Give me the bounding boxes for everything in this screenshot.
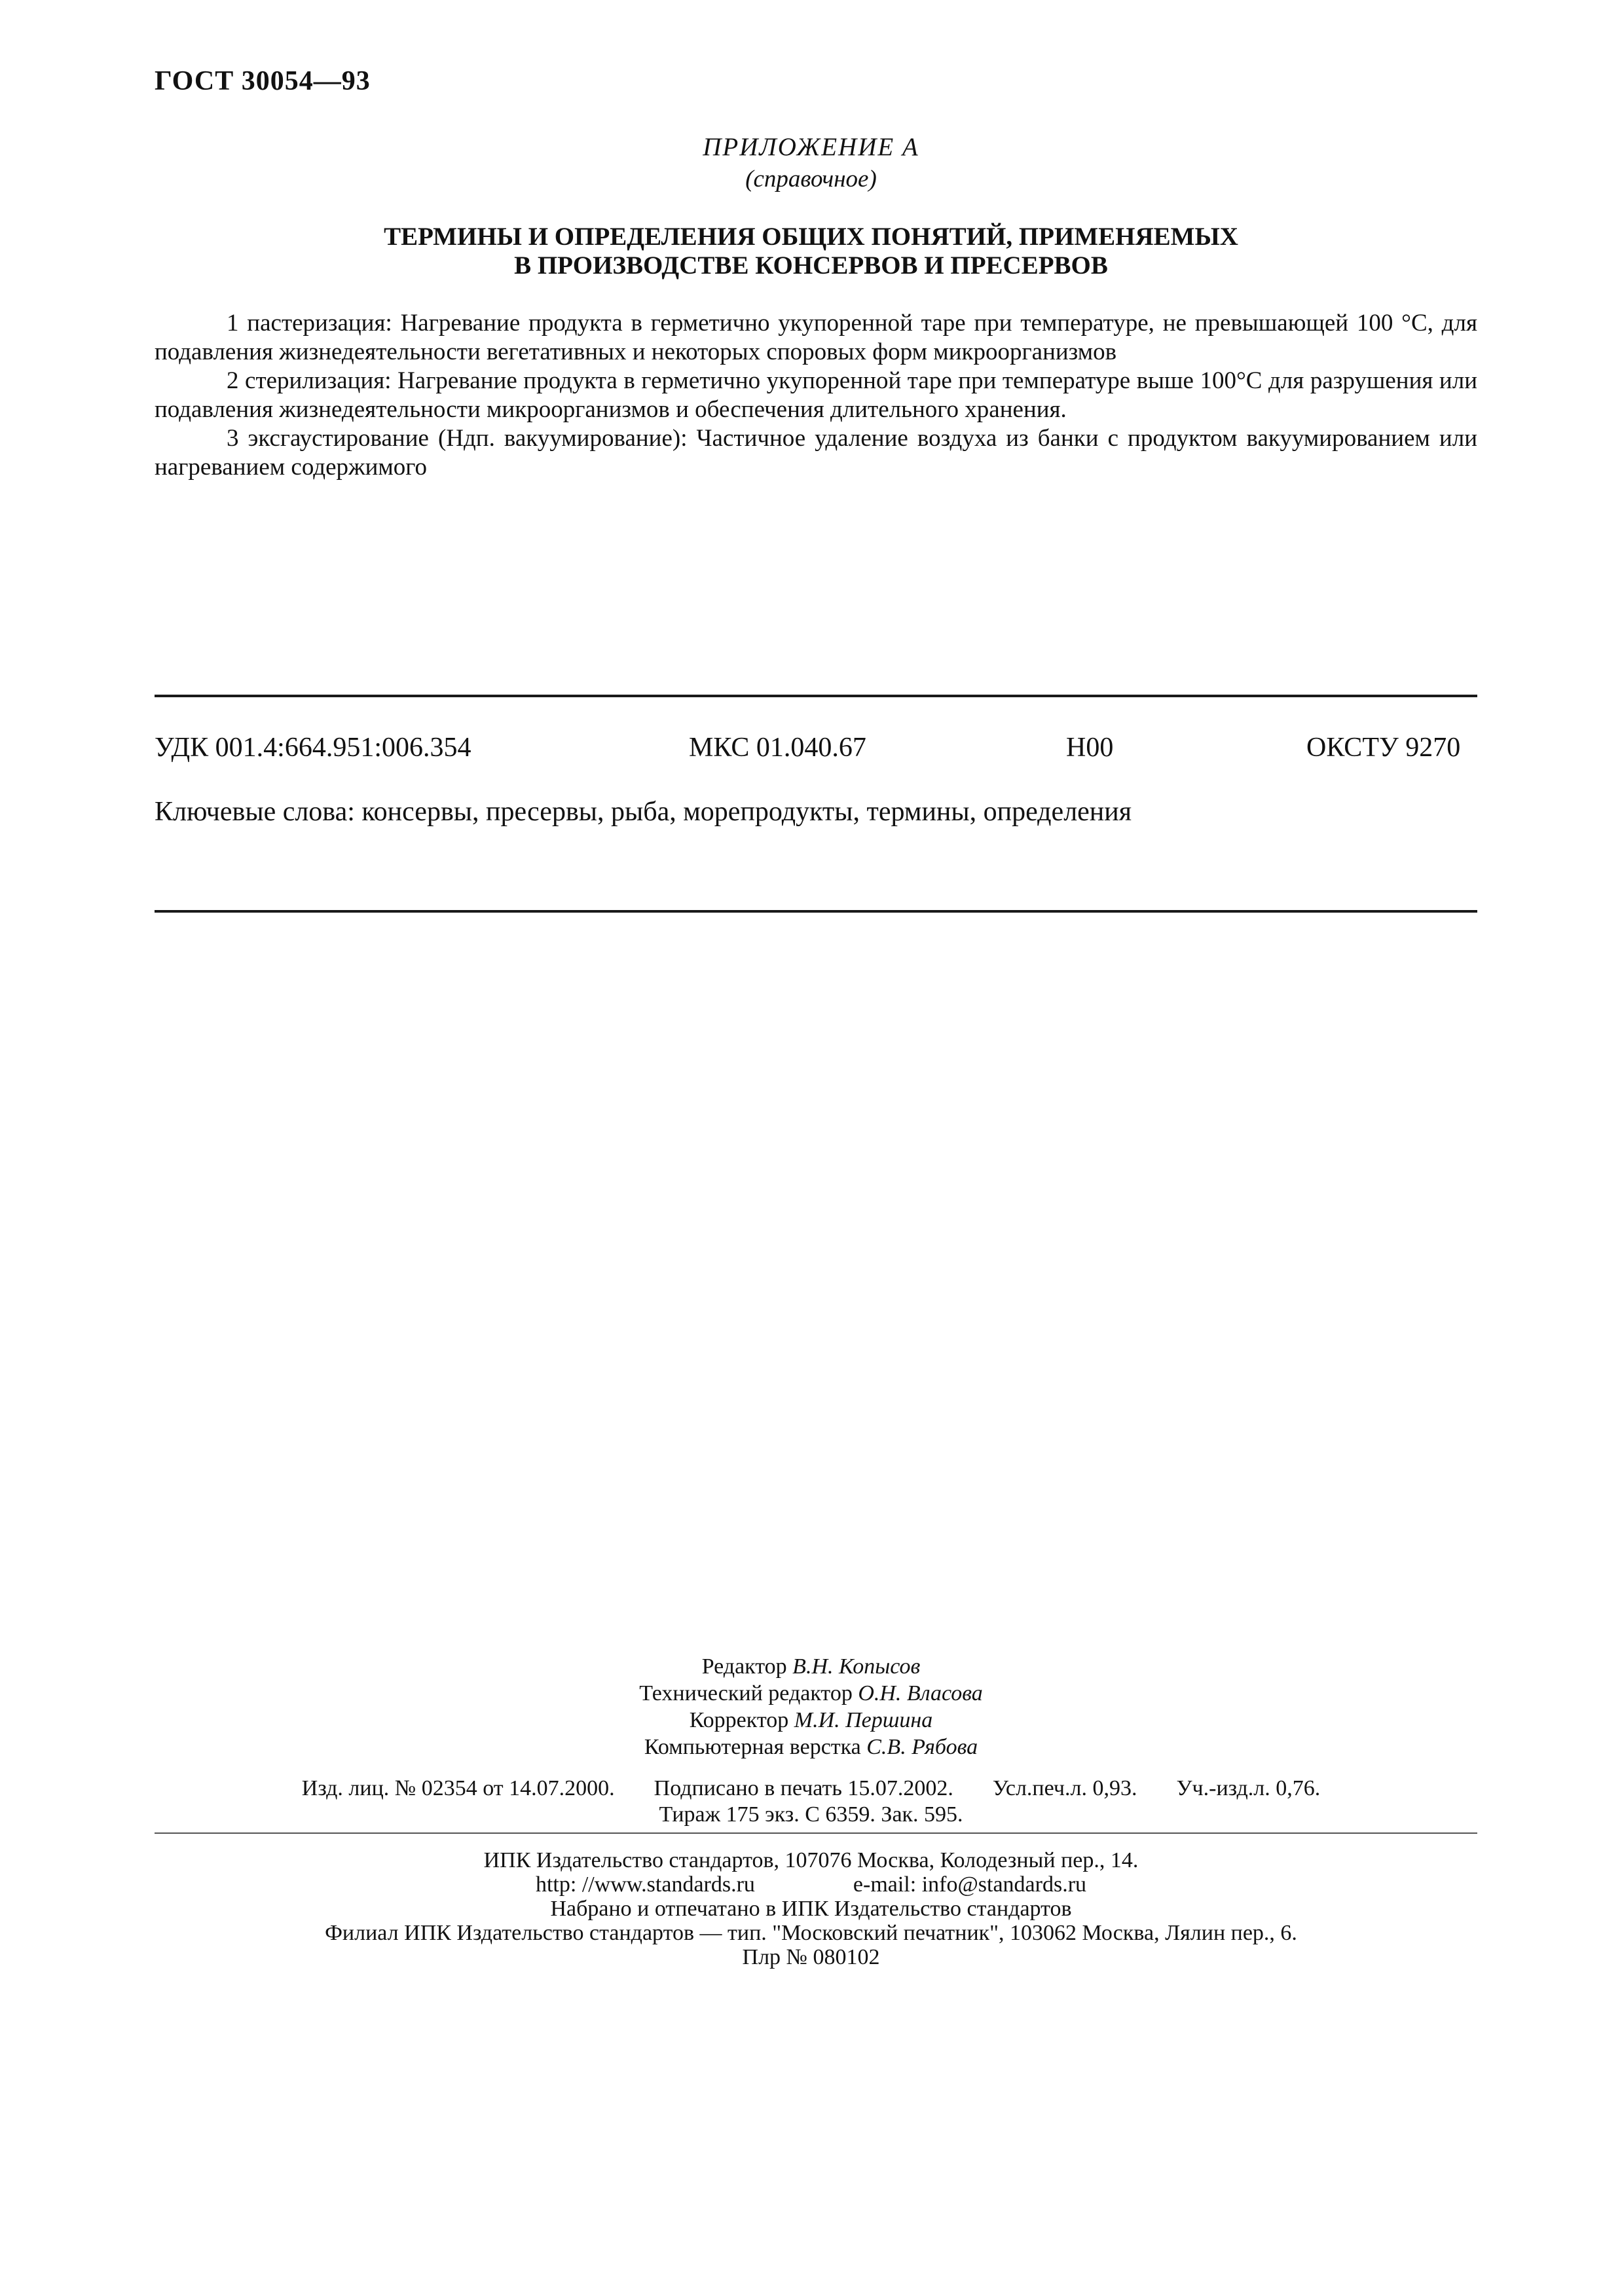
section-heading-line-1: ТЕРМИНЫ И ОПРЕДЕЛЕНИЯ ОБЩИХ ПОНЯТИЙ, ПРИМЕНЯЕМЫХ xyxy=(384,223,1238,251)
okstu-code: ОКСТУ 9270 xyxy=(1306,733,1461,763)
publisher-printed: Набрано и отпечатано в ИПК Издательство стандартов xyxy=(550,1897,1072,1921)
print-info-line-1 xyxy=(0,1776,1622,1802)
section-heading-line-2: В ПРОИЗВОДСТВЕ КОНСЕРВОВ И ПРЕСЕРВОВ xyxy=(514,251,1108,280)
term-sterilization: 2 стерилизация: Нагревание продукта в герметично укупоренной таре при температуре выше 100°С для разрушения или подавления жизнедеятельности микроорганизмов и обеспечения длительного хранения. xyxy=(155,367,1477,423)
publisher-address: ИПК Издательство стандартов, 107076 Москва, Колодезный пер., 14. xyxy=(483,1848,1139,1872)
credit-tech-editor: Технический редактор О.Н. Власова xyxy=(639,1681,983,1705)
term-pasteurization: 1 пастеризация: Нагревание продукта в герметично укупоренной таре при температуре, не превышающей 100 °С, для подавления жизнедеятельности вегетативных и некоторых споровых форм микроорганизмов xyxy=(155,310,1477,365)
credit-proofreader: Корректор М.И. Першина xyxy=(689,1708,933,1732)
publisher-contacts xyxy=(0,1872,1622,1897)
term-exhausting: 3 эксгаустирование (Ндп. вакуумирование): Частичное удаление воздуха из банки с продуктом вакуумированием или нагреванием содержимого xyxy=(155,425,1477,481)
circulation: Тираж 175 экз. С 6359. Зак. 595. xyxy=(659,1802,963,1827)
bottom-rule xyxy=(155,910,1477,913)
license-info: Изд. лиц. № 02354 от 14.07.2000. xyxy=(301,1776,615,1800)
mks-code: МКС 01.040.67 xyxy=(689,733,866,763)
udk-code: УДК 001.4:664.951:006.354 xyxy=(155,733,471,763)
publisher-block xyxy=(0,1848,1622,1969)
publisher-rule xyxy=(155,1832,1477,1834)
print-info xyxy=(0,1776,1622,1828)
top-rule xyxy=(155,695,1477,697)
print-sheets: Усл.печ.л. 0,93. xyxy=(992,1776,1137,1800)
publ-sheets: Уч.-изд.л. 0,76. xyxy=(1176,1776,1321,1800)
appendix-title: ПРИЛОЖЕНИЕ А xyxy=(703,133,919,161)
terms-list xyxy=(155,309,1477,482)
credit-layout: Компьютерная верстка С.В. Рябова xyxy=(644,1735,978,1759)
signed-date: Подписано в печать 15.07.2002. xyxy=(654,1776,953,1800)
document-code: ГОСТ 30054—93 xyxy=(155,66,371,96)
publisher-plr: Плр № 080102 xyxy=(742,1945,880,1969)
appendix-subtitle: (справочное) xyxy=(745,166,877,192)
group-code: Н00 xyxy=(1066,733,1114,763)
publisher-email: e-mail: info@standards.ru xyxy=(853,1872,1087,1897)
credit-editor: Редактор В.Н. Копысов xyxy=(701,1654,921,1679)
keywords: Ключевые слова: консервы, пресервы, рыба, морепродукты, термины, определения xyxy=(155,797,1132,827)
publisher-website: http: //www.standards.ru xyxy=(535,1872,755,1897)
credits-block xyxy=(0,1653,1622,1760)
section-heading xyxy=(0,223,1622,280)
publisher-branch: Филиал ИПК Издательство стандартов — тип. "Московский печатник", 103062 Москва, Лялин пер., 6. xyxy=(325,1921,1297,1945)
